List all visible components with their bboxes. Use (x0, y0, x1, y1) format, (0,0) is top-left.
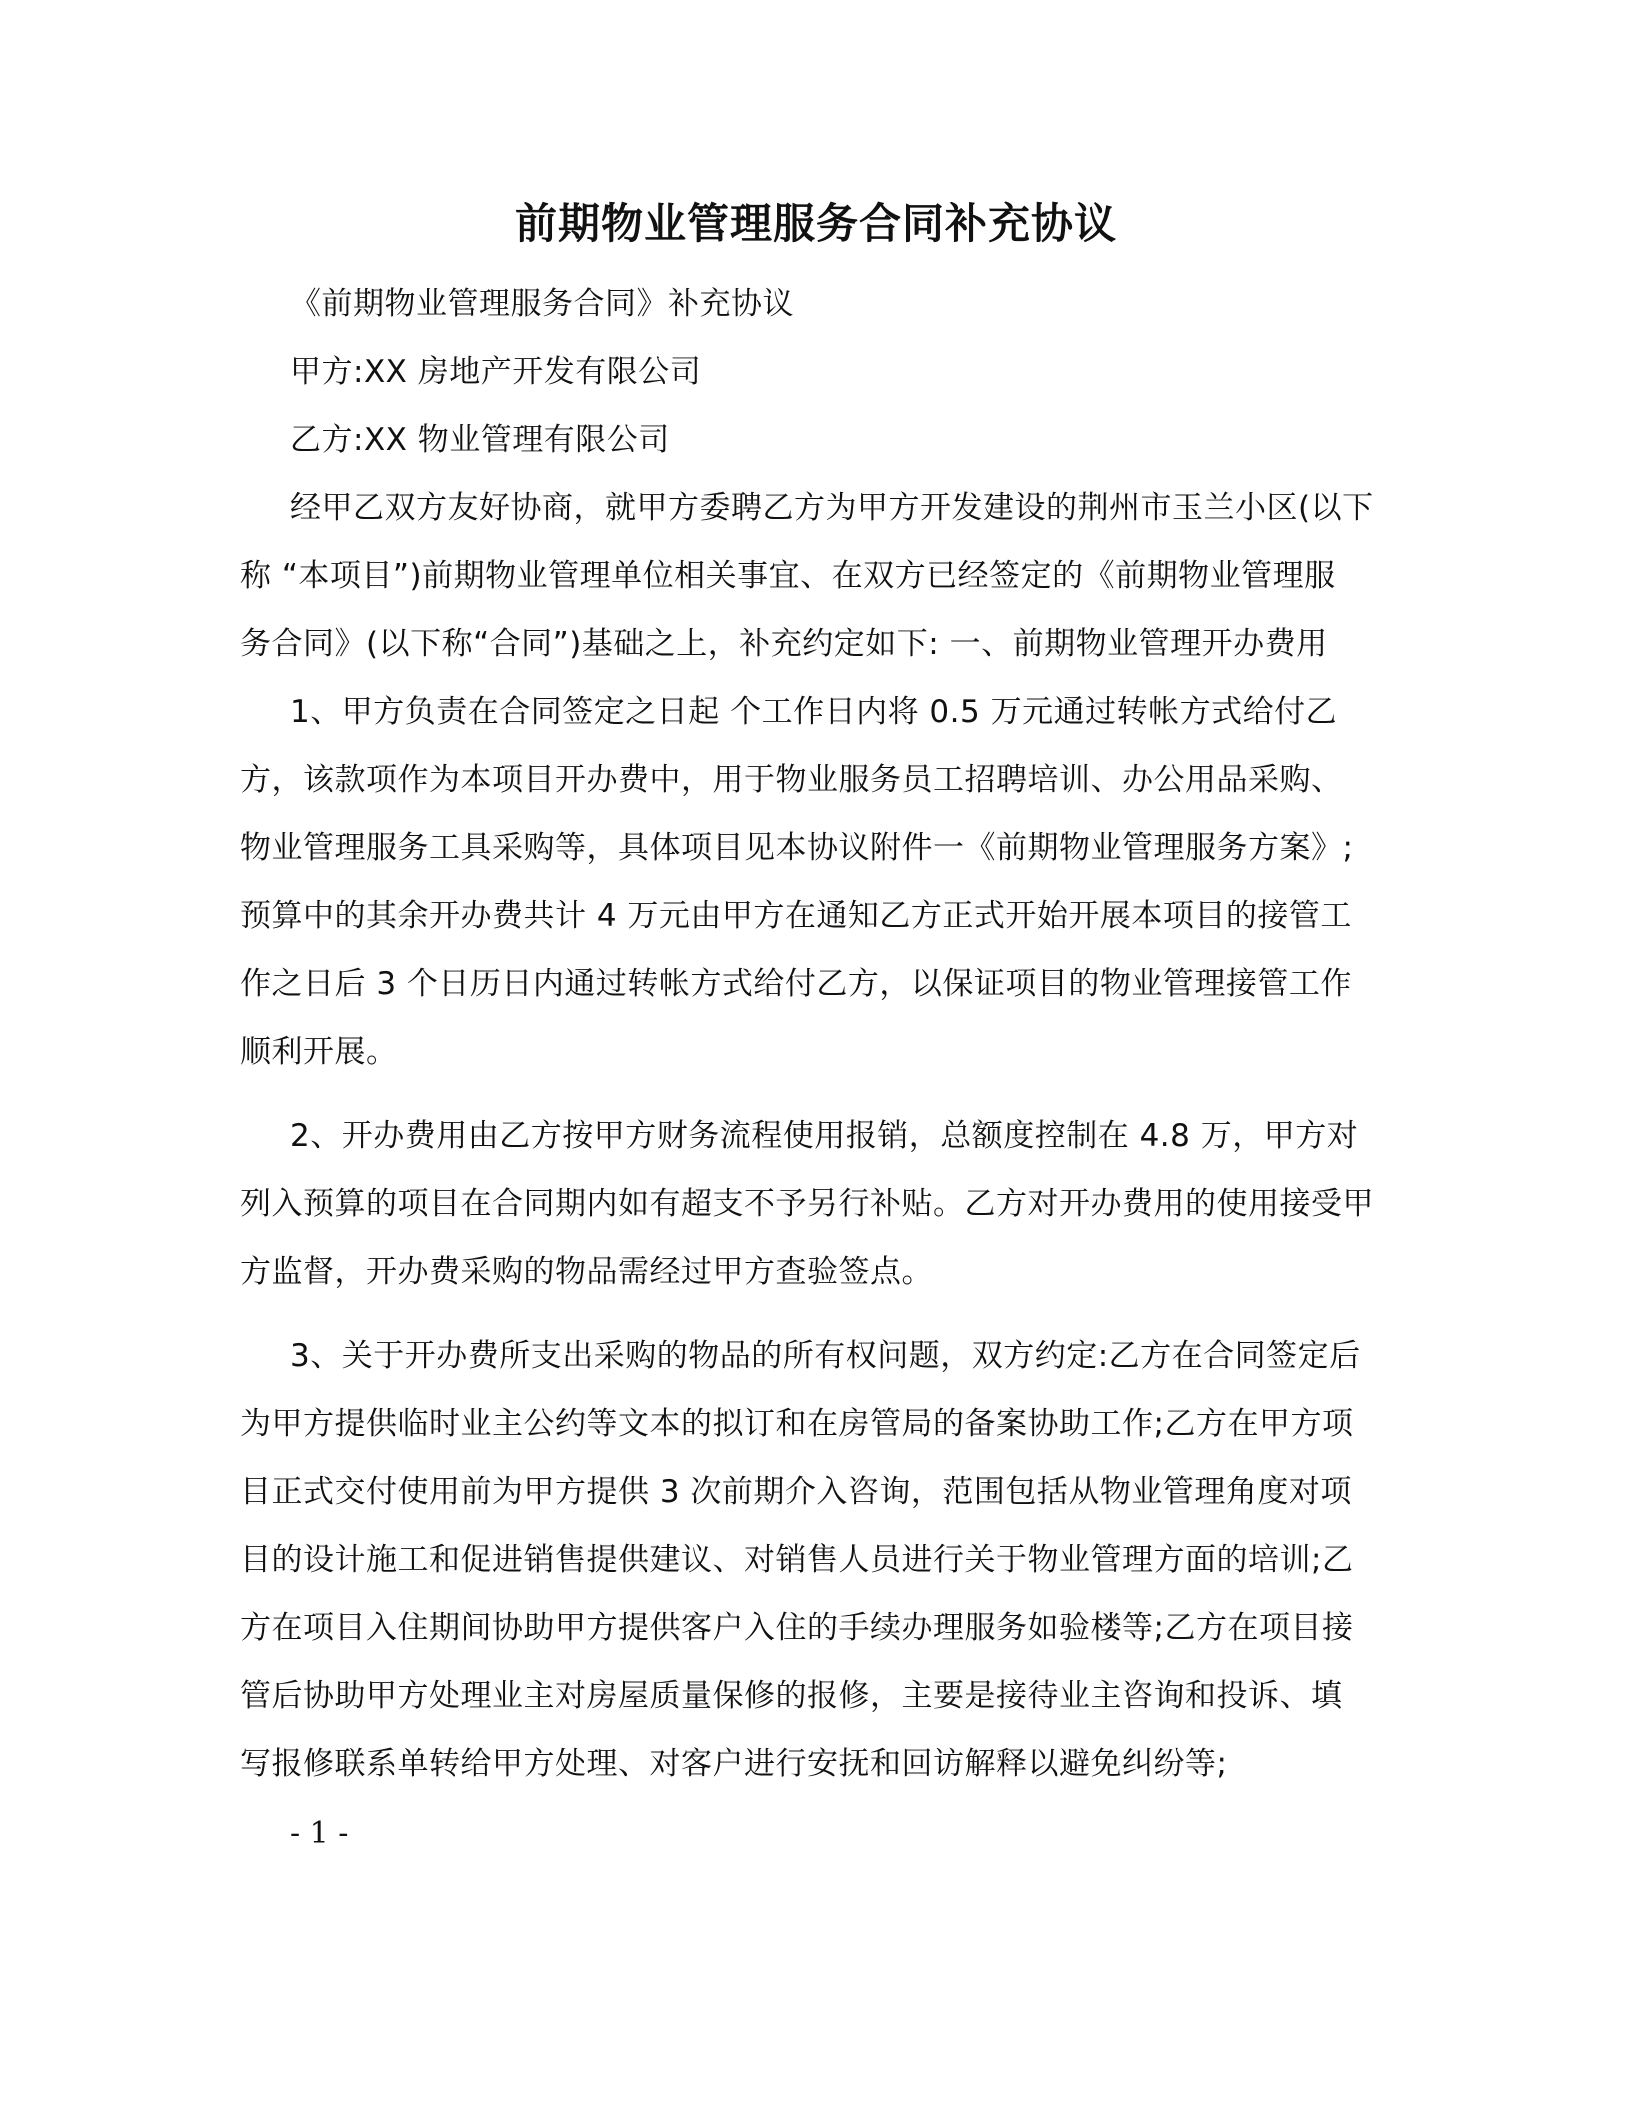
body-line: 1、甲方负责在合同签定之日起 个工作日内将 0.5 万元通过转帐方式给付乙 (290, 694, 1338, 730)
body-line: 顺利开展。 (240, 1034, 398, 1070)
body-line: 管后协助甲方处理业主对房屋质量保修的报修，主要是接待业主咨询和投诉、填 (240, 1678, 1343, 1714)
body-line: 经甲乙双方友好协商，就甲方委聘乙方为甲方开发建设的荆州市玉兰小区(以下 (290, 490, 1374, 526)
party-b-line: 乙方:XX 物业管理有限公司 (290, 422, 670, 458)
body-line: 方监督，开办费采购的物品需经过甲方查验签点。 (240, 1254, 933, 1290)
body-line: 写报修联系单转给甲方处理、对客户进行安抚和回访解释以避免纠纷等; (240, 1746, 1228, 1782)
body-line: 目正式交付使用前为甲方提供 3 次前期介入咨询，范围包括从物业管理角度对项 (240, 1474, 1352, 1510)
body-line: 3、关于开办费所支出采购的物品的所有权问题，双方约定:乙方在合同签定后 (290, 1338, 1361, 1374)
body-line: 预算中的其余开办费共计 4 万元由甲方在通知乙方正式开始开展本项目的接管工 (240, 898, 1352, 934)
page-number: - 1 - (290, 1816, 349, 1851)
body-line: 为甲方提供临时业主公约等文本的拟订和在房管局的备案协助工作;乙方在甲方项 (240, 1406, 1354, 1442)
body-line: 物业管理服务工具采购等，具体项目见本协议附件一《前期物业管理服务方案》; (240, 830, 1354, 866)
body-line: 目的设计施工和促进销售提供建议、对销售人员进行关于物业管理方面的培训;乙 (240, 1542, 1354, 1578)
body-line: 作之日后 3 个日历日内通过转帐方式给付乙方，以保证项目的物业管理接管工作 (240, 966, 1352, 1002)
body-line: 方在项目入住期间协助甲方提供客户入住的手续办理服务如验楼等;乙方在项目接 (240, 1610, 1354, 1646)
body-line: 务合同》(以下称“合同”)基础之上，补充约定如下: 一、前期物业管理开办费用 (240, 626, 1328, 662)
body-line: 列入预算的项目在合同期内如有超支不予另行补贴。乙方对开办费用的使用接受甲 (240, 1186, 1374, 1222)
party-a-line: 甲方:XX 房地产开发有限公司 (290, 354, 702, 390)
subtitle-line: 《前期物业管理服务合同》补充协议 (290, 286, 794, 322)
body-line: 称 “本项目”)前期物业管理单位相关事宜、在双方已经签定的《前期物业管理服 (240, 558, 1336, 594)
document-title: 前期物业管理服务合同补充协议 (514, 199, 1117, 248)
body-line: 2、开办费用由乙方按甲方财务流程使用报销，总额度控制在 4.8 万，甲方对 (290, 1118, 1359, 1154)
body-line: 方，该款项作为本项目开办费中，用于物业服务员工招聘培训、办公用品采购、 (240, 762, 1343, 798)
